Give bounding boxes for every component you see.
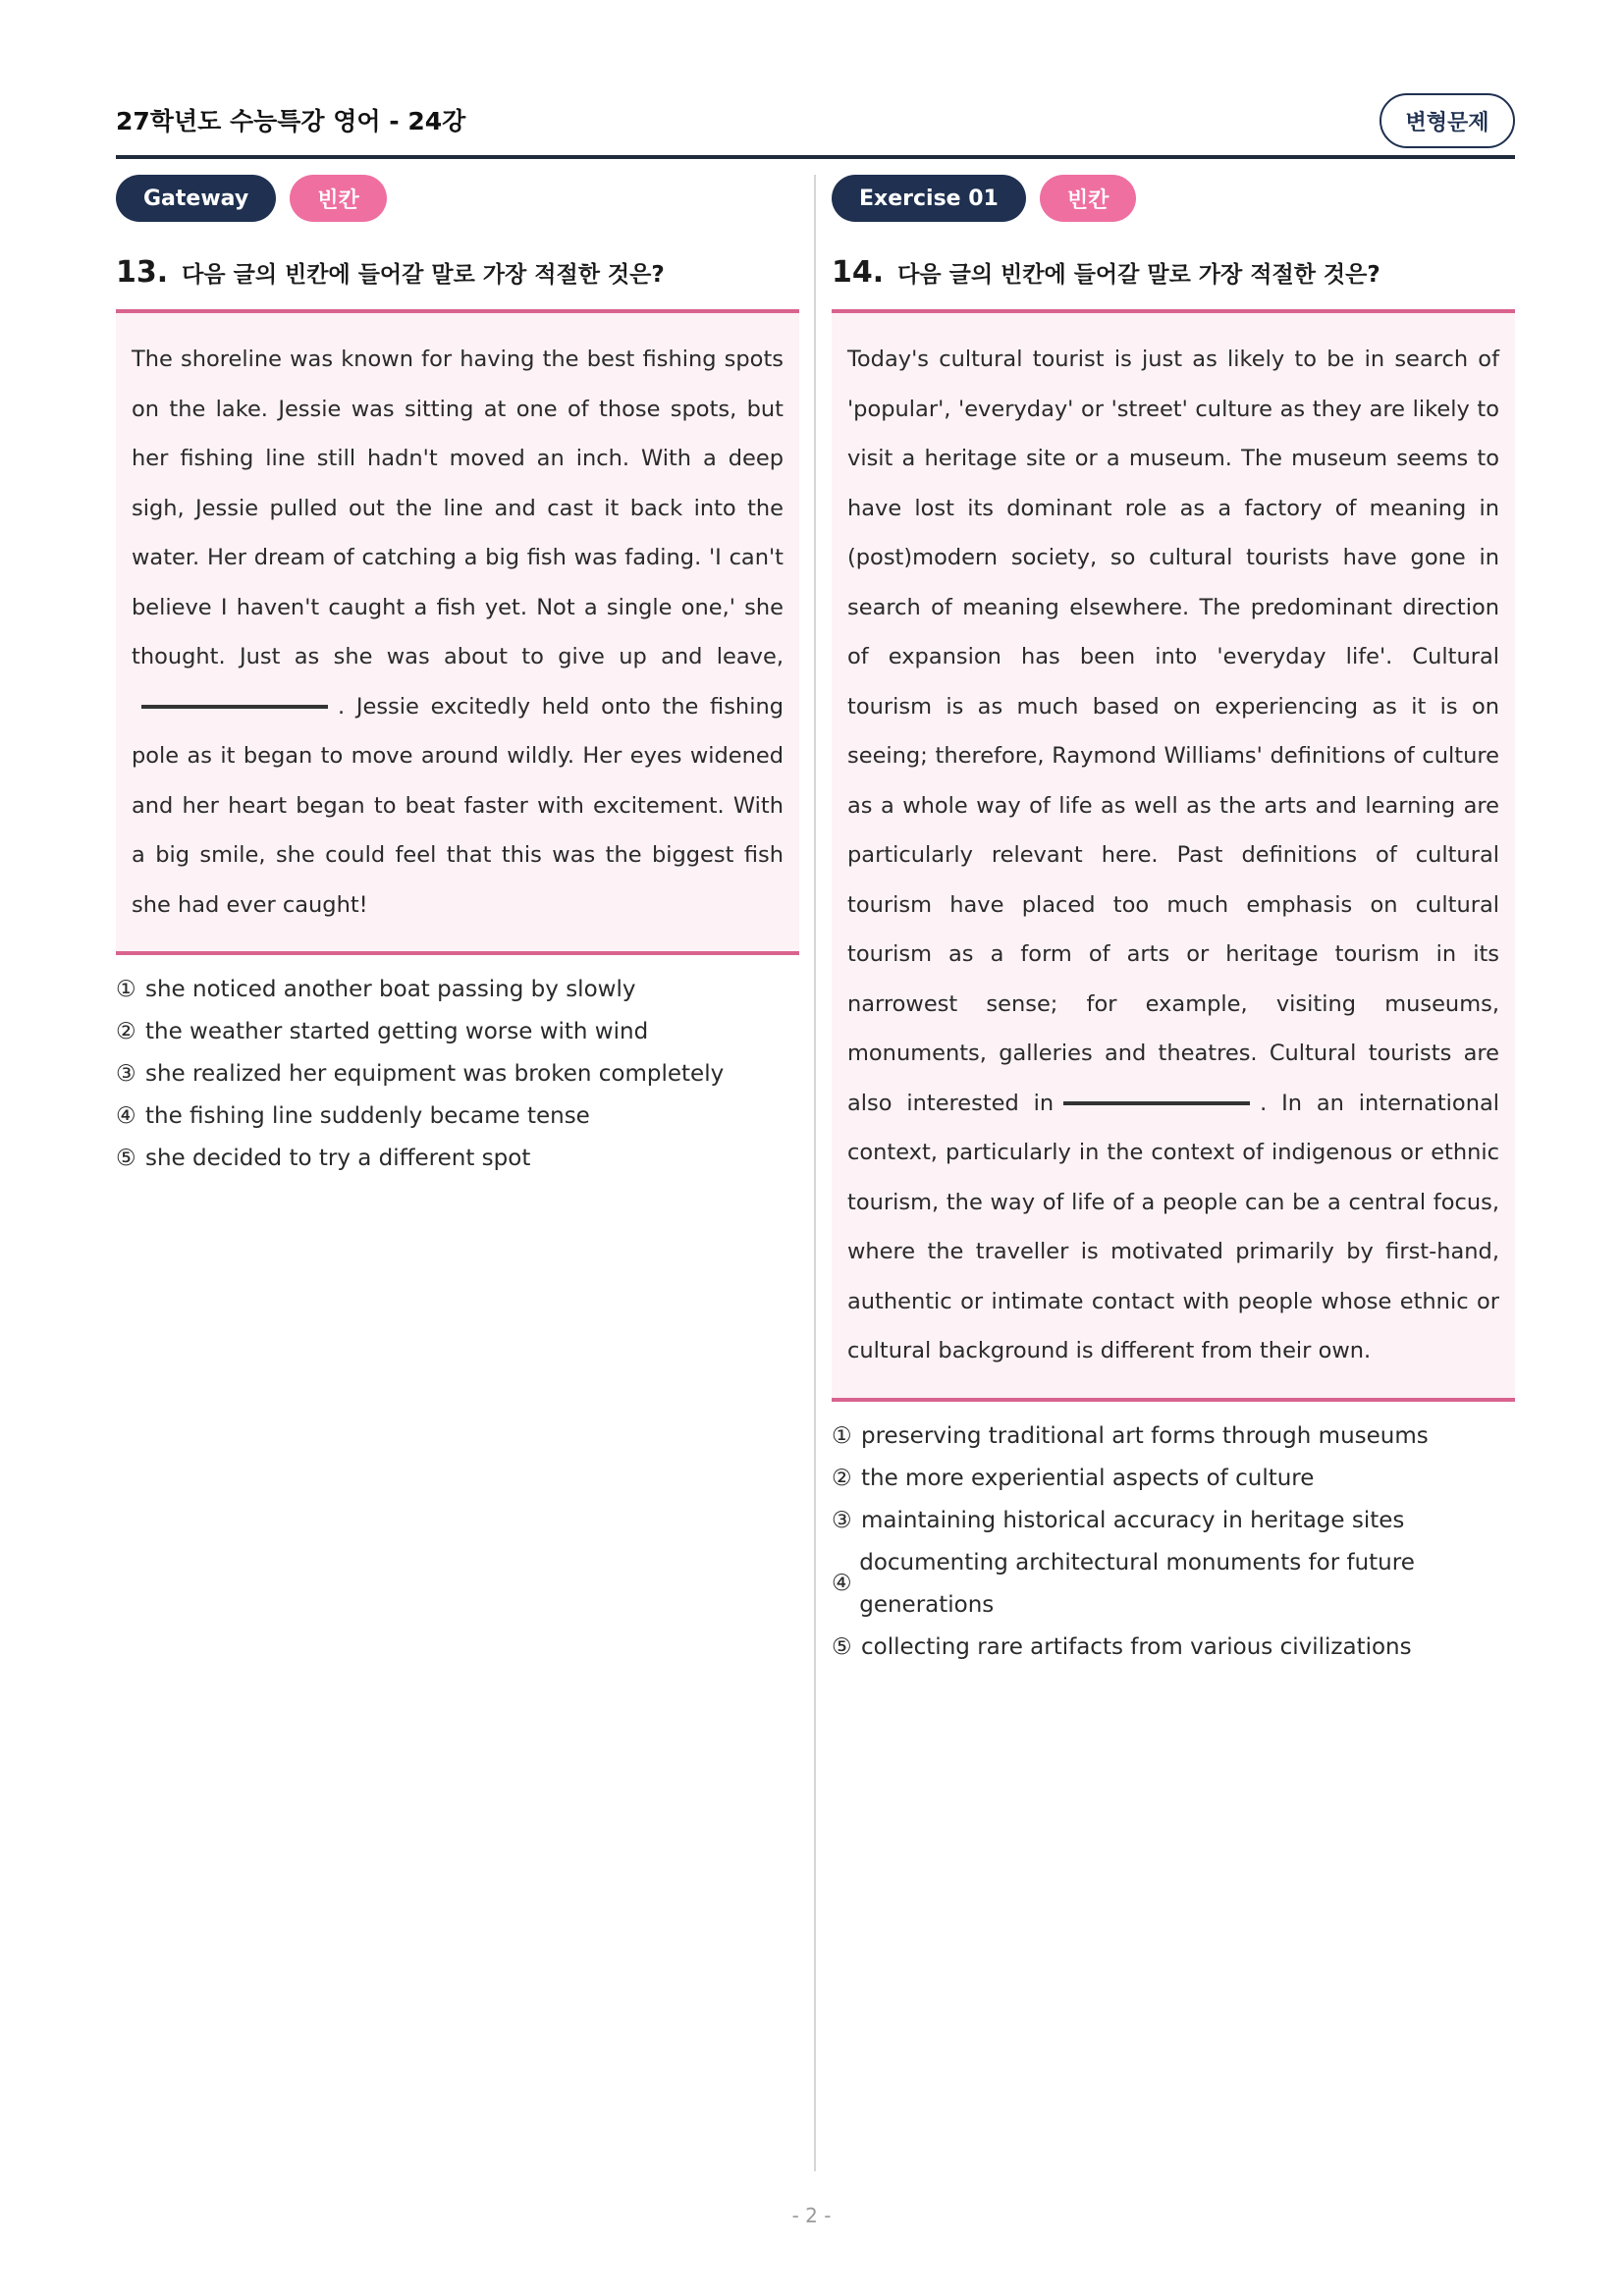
option-text: maintaining historical accuracy in heritage sites [861, 1507, 1405, 1533]
option-text: preserving traditional art forms through museums [861, 1422, 1429, 1449]
question-prompt: 다음 글의 빈칸에 들어갈 말로 가장 적절한 것은? [897, 262, 1380, 288]
option-text: she noticed another boat passing by slowly [145, 977, 636, 1002]
type-tag-blank: 빈칸 [290, 175, 387, 222]
option-number: ③ [832, 1507, 852, 1533]
question-number: 14. [832, 255, 885, 290]
answer-option[interactable] [116, 1138, 799, 1180]
option-number: ② [116, 1019, 136, 1044]
question-type-badge: 변형문제 [1380, 93, 1515, 148]
passage-text-after: . In an international context, particularly in the context of indigenous or ethnic tourism, the way of life of a people can be a central focus, where the traveller is motivated primarily by first-hand, authentic or intimate contact with people whose ethnic or cultural background is different from their own. [847, 1090, 1499, 1363]
option-number: ④ [832, 1571, 852, 1596]
page-header-title: 27학년도 수능특강 영어 - 24강 [116, 107, 466, 135]
question-14-header [832, 255, 1515, 290]
left-tags [116, 175, 799, 222]
answer-option[interactable] [832, 1415, 1515, 1458]
source-tag-exercise: Exercise 01 [832, 175, 1026, 222]
option-number: ⑤ [832, 1633, 852, 1660]
answer-options [116, 969, 799, 1180]
option-text: the more experiential aspects of culture [861, 1465, 1315, 1491]
answer-option[interactable] [116, 1011, 799, 1053]
answer-option[interactable] [832, 1627, 1515, 1669]
passage-text-before: The shoreline was known for having the best fishing spots on the lake. Jessie was sitting at one of those spots, but her fishing line still hadn't moved an inch. With a deep sigh, Jessie pulled out the line and cast it back into the water. Her dream of catching a big fish was fading. 'I can't believe I haven't caught a fish yet. Not a single one,' she thought. Just as she was about to give up and leave, [132, 347, 784, 669]
page-number: - 2 - [791, 2204, 832, 2227]
answer-option[interactable] [116, 1053, 799, 1095]
answer-option[interactable] [832, 1458, 1515, 1500]
source-tag-gateway: Gateway [116, 175, 276, 222]
passage-text-before: Today's cultural tourist is just as likely to be in search of 'popular', 'everyday' or 'street' culture as they are likely to visit a heritage site or a museum. The museum seems to have lost its dominant role as a factory of meaning in (post)modern society, so cultural tourists have gone in search of meaning elsewhere. The predominant direction of expansion has been into 'everyday life'. Cultural tourism is as much based on experiencing as it is on seeing; therefore, Raymond Williams' definitions of culture as a whole way of life as well as the arts and learning are particularly relevant here. Past definitions of cultural tourism have placed too much emphasis on cultural tourism as a form of arts or heritage tourism in its narrowest sense; for example, visiting museums, monuments, galleries and theatres. Cultural tourists are also interested in [847, 347, 1499, 1116]
answer-option[interactable] [832, 1500, 1515, 1542]
option-number: ③ [116, 1061, 136, 1087]
header-rule [116, 155, 1515, 159]
option-text: the fishing line suddenly became tense [145, 1103, 590, 1129]
column-divider [814, 175, 816, 2171]
option-number: ⑤ [116, 1146, 136, 1171]
answer-blank [1063, 1101, 1250, 1105]
passage-text-after: . Jessie excitedly held onto the fishing pole as it began to move around wildly. Her eyes widened and her heart began to beat faster with excitement. With a big smile, she could feel that this was the biggest fish she had ever caught! [132, 693, 784, 918]
option-text: documenting architectural monuments for future generations [859, 1549, 1415, 1618]
right-tags [832, 175, 1515, 222]
option-number: ① [116, 977, 136, 1002]
question-number: 13. [116, 255, 169, 290]
left-column [116, 175, 799, 1180]
passage-box [116, 309, 799, 955]
option-text: she realized her equipment was broken completely [145, 1061, 725, 1087]
type-tag-blank: 빈칸 [1040, 175, 1137, 222]
option-number: ② [832, 1465, 852, 1491]
question-prompt: 다음 글의 빈칸에 들어갈 말로 가장 적절한 것은? [182, 262, 665, 288]
answer-blank [141, 705, 328, 709]
option-number: ① [832, 1422, 852, 1449]
answer-option[interactable] [832, 1542, 1515, 1627]
option-text: she decided to try a different spot [145, 1146, 531, 1171]
right-column [832, 175, 1515, 1669]
option-text: the weather started getting worse with wind [145, 1019, 649, 1044]
answer-option[interactable] [116, 1095, 799, 1138]
passage-box [832, 309, 1515, 1402]
option-number: ④ [116, 1103, 136, 1129]
answer-options [832, 1415, 1515, 1669]
question-13-header [116, 255, 799, 290]
option-text: collecting rare artifacts from various civilizations [861, 1633, 1412, 1660]
answer-option[interactable] [116, 969, 799, 1011]
